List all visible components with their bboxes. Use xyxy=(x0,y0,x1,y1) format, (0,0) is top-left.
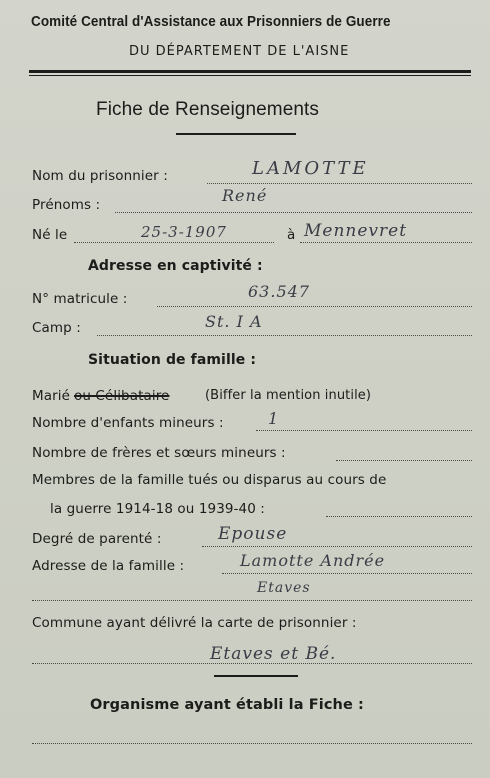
org-subtitle: DU DÉPARTEMENT DE L'AISNE xyxy=(129,44,350,59)
nom-value: LAMOTTE xyxy=(252,158,369,179)
org-title: Comité Central d'Assistance aux Prisonniers de Guerre xyxy=(31,14,391,30)
freres-label: Nombre de frères et sœurs mineurs : xyxy=(32,445,286,461)
membres-line xyxy=(326,516,472,517)
ne-a-value: Mennevret xyxy=(304,221,408,241)
nom-label: Nom du prisonnier : xyxy=(32,168,168,184)
membres-label-2: la guerre 1914-18 ou 1939-40 : xyxy=(50,501,265,517)
adresse-famille-line-2 xyxy=(32,600,472,601)
title-underline xyxy=(176,133,296,135)
parente-label: Degré de parenté : xyxy=(32,531,162,547)
situation-heading: Situation de famille : xyxy=(88,352,257,368)
ne-le-label: Né le xyxy=(32,227,68,243)
prenoms-value: René xyxy=(222,186,268,205)
commune-line xyxy=(32,663,472,664)
camp-label: Camp : xyxy=(32,320,81,336)
adresse-famille-label: Adresse de la famille : xyxy=(32,558,185,574)
parente-line xyxy=(202,546,472,547)
header-rule-thick xyxy=(29,70,471,73)
enfants-value: 1 xyxy=(268,409,280,428)
marie-label: Marié xyxy=(32,388,71,404)
freres-line xyxy=(336,460,472,461)
matricule-line xyxy=(157,306,472,307)
camp-value: St. I A xyxy=(205,312,263,331)
camp-line xyxy=(97,335,472,336)
commune-label: Commune ayant délivré la carte de prisonnier : xyxy=(32,615,357,631)
membres-label-1: Membres de la famille tués ou disparus au cours de xyxy=(32,472,387,488)
organisme-heading: Organisme ayant établi la Fiche : xyxy=(90,697,364,713)
adresse-captivite-heading: Adresse en captivité : xyxy=(88,258,263,274)
nom-line xyxy=(207,183,472,184)
enfants-label: Nombre d'enfants mineurs : xyxy=(32,415,224,431)
parente-value: Epouse xyxy=(218,524,288,544)
adresse-famille-value-2: Etaves xyxy=(257,580,311,596)
celibataire-label: ou Célibataire xyxy=(74,388,170,404)
biffer-note: (Biffer la mention inutile) xyxy=(205,388,372,403)
matricule-label: N° matricule : xyxy=(32,291,128,307)
form-title: Fiche de Renseignements xyxy=(96,99,320,120)
ne-le-value: 25-3-1907 xyxy=(141,223,227,241)
prenoms-label: Prénoms : xyxy=(32,197,101,213)
enfants-line xyxy=(256,430,472,431)
commune-value: Etaves et Bé. xyxy=(210,644,337,664)
prenoms-line xyxy=(115,212,472,213)
matricule-value: 63.547 xyxy=(248,282,310,301)
adresse-famille-value-1: Lamotte Andrée xyxy=(240,551,386,570)
organisme-line xyxy=(32,743,472,744)
header-rule-thin xyxy=(29,75,471,76)
adresse-famille-line-1 xyxy=(222,573,472,574)
ne-le-line xyxy=(74,242,274,243)
section-separator xyxy=(214,675,298,677)
ne-a-label: à xyxy=(287,227,296,243)
ne-a-line xyxy=(300,242,472,243)
